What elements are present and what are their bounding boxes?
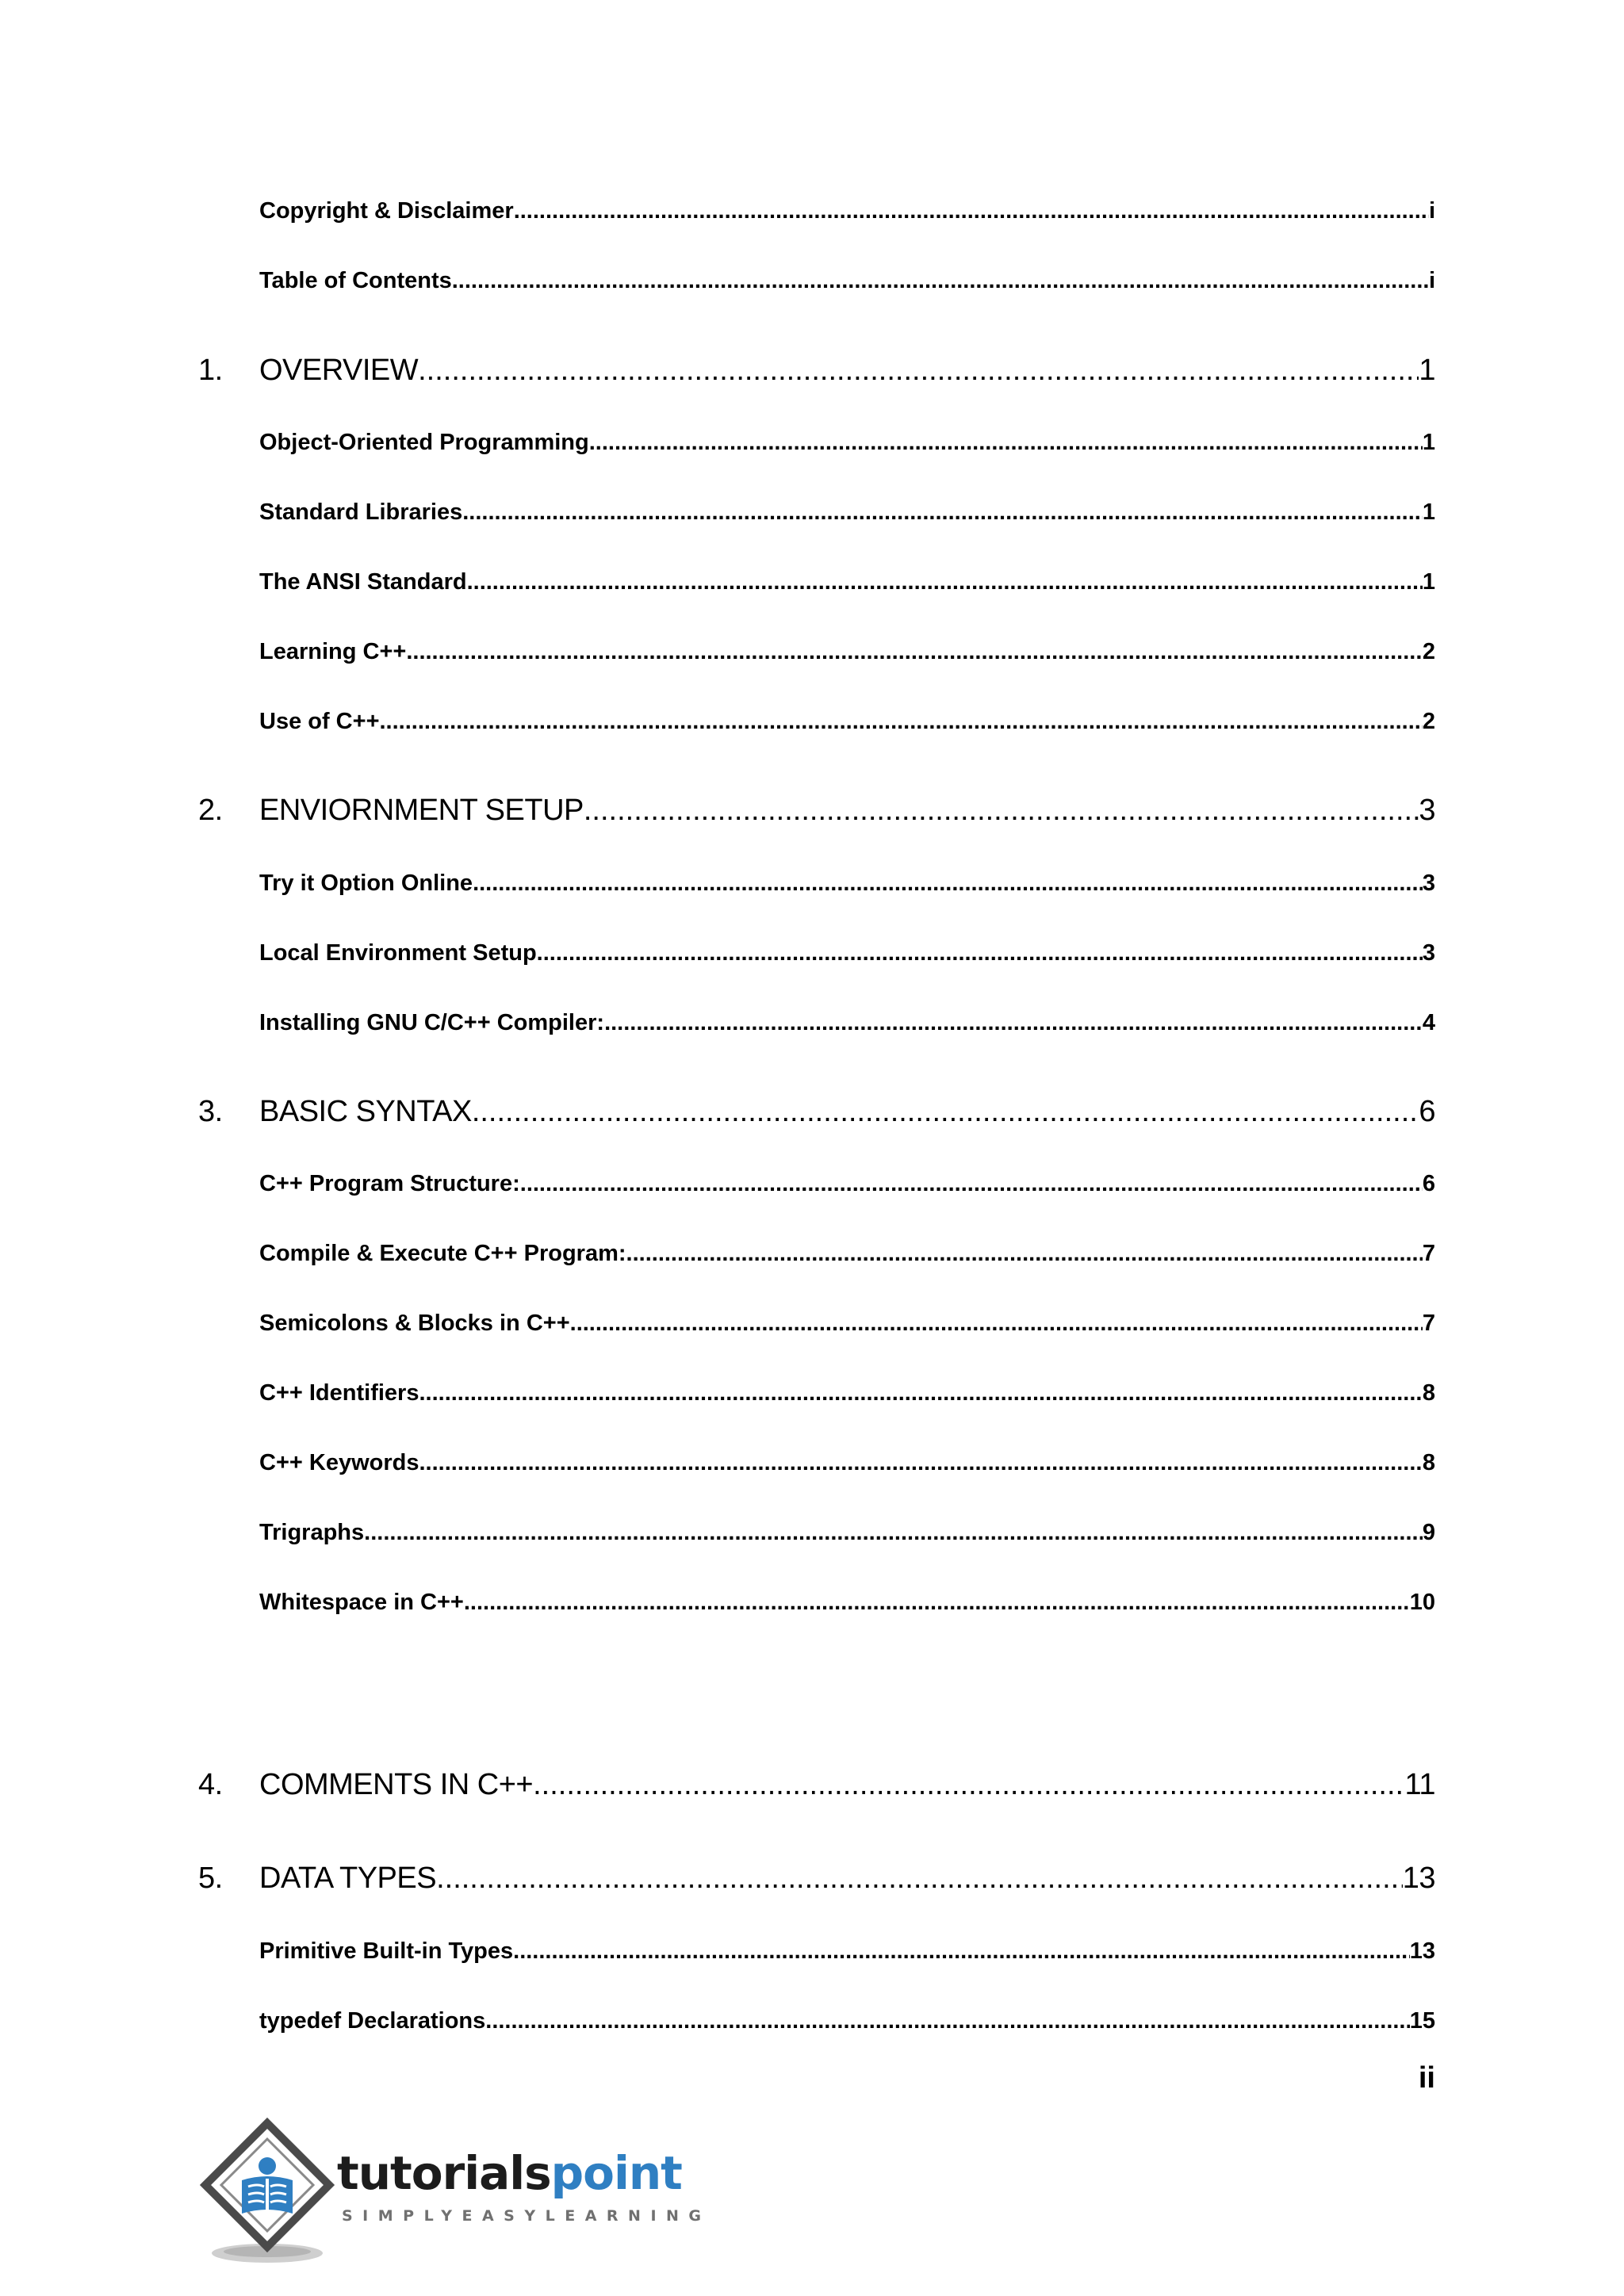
toc-page-number: 6 — [1419, 1095, 1435, 1128]
toc-chapter-number: 4. — [198, 1768, 223, 1801]
toc-chapter-number: 1. — [198, 354, 223, 387]
toc-entry-body — [259, 639, 1435, 665]
toc-page-number: i — [1428, 268, 1435, 293]
toc-dot-leader — [473, 871, 1423, 897]
toc-dot-leader — [584, 794, 1419, 828]
toc-dot-leader — [604, 1010, 1423, 1036]
toc-chapter-entry[interactable] — [0, 1095, 1624, 1135]
toc-entry-label: C++ Identifiers — [259, 1380, 419, 1406]
toc-entry-body — [259, 354, 1435, 388]
toc-entry-body — [259, 430, 1435, 456]
toc-entry-body — [259, 1241, 1435, 1267]
toc-dot-leader — [472, 1095, 1419, 1129]
toc-entry-label: Object-Oriented Programming — [259, 430, 589, 455]
toc-entry-label: Primitive Built-in Types — [259, 1938, 514, 1964]
toc-section-entry[interactable] — [0, 1311, 1624, 1342]
toc-dot-leader — [462, 499, 1423, 526]
toc-section-entry[interactable] — [0, 1590, 1624, 1621]
toc-entry-label: Use of C++ — [259, 709, 380, 734]
toc-entry-body — [259, 2008, 1435, 2034]
toc-chapter-entry[interactable] — [0, 1862, 1624, 1901]
toc-dot-leader — [485, 2008, 1409, 2034]
toc-section-entry[interactable] — [0, 2008, 1624, 2040]
toc-section-entry[interactable] — [0, 1171, 1624, 1203]
toc-entry-label: Try it Option Online — [259, 871, 473, 896]
toc-entry-body — [259, 499, 1435, 526]
toc-section-entry[interactable] — [0, 1010, 1624, 1042]
logo-word-point: point — [550, 2146, 682, 2200]
toc-entry-label: DATA TYPES — [259, 1862, 437, 1895]
toc-section-entry[interactable] — [0, 940, 1624, 972]
toc-entry-body — [259, 1450, 1435, 1476]
toc-entry-body — [259, 1010, 1435, 1036]
toc-entry-body — [259, 1380, 1435, 1406]
toc-entry-label: COMMENTS IN C++ — [259, 1768, 534, 1801]
toc-entry-body — [259, 1095, 1435, 1129]
toc-chapter-number: 3. — [198, 1095, 223, 1128]
toc-page-number: 3 — [1419, 794, 1435, 827]
toc-entry-label: Whitespace in C++ — [259, 1590, 464, 1615]
toc-dot-leader — [406, 639, 1423, 665]
toc-dot-leader — [626, 1241, 1423, 1267]
toc-entry-body — [259, 871, 1435, 897]
toc-entry-label: Learning C++ — [259, 639, 407, 664]
toc-page-number: 10 — [1409, 1590, 1435, 1615]
toc-entry-body — [259, 1171, 1435, 1197]
toc-section-entry[interactable] — [0, 198, 1624, 230]
toc-entry-body — [259, 1938, 1435, 1965]
toc-dot-leader — [464, 1590, 1410, 1616]
toc-page-number: 6 — [1422, 1171, 1435, 1196]
toc-dot-leader — [436, 1862, 1403, 1896]
toc-entry-label: Semicolons & Blocks in C++ — [259, 1311, 570, 1336]
logo-mark-icon — [194, 2117, 345, 2267]
toc-section-entry[interactable] — [0, 639, 1624, 671]
toc-dot-leader — [418, 354, 1419, 388]
toc-dot-leader — [520, 1171, 1423, 1197]
toc-entry-label: Table of Contents — [259, 268, 452, 293]
toc-dot-leader — [419, 1380, 1422, 1406]
toc-page-number: 1 — [1419, 354, 1435, 387]
toc-entry-label: typedef Declarations — [259, 2008, 486, 2034]
toc-page-number: 4 — [1422, 1010, 1435, 1035]
toc-page-number: 9 — [1422, 1520, 1435, 1545]
page-number: ii — [1418, 2061, 1435, 2095]
toc-entry-label: Local Environment Setup — [259, 940, 537, 966]
toc-entry-label: The ANSI Standard — [259, 569, 467, 595]
toc-entry-body — [259, 794, 1435, 828]
toc-chapter-entry[interactable] — [0, 1768, 1624, 1808]
toc-entry-body — [259, 1768, 1435, 1802]
toc-page-number: 13 — [1402, 1862, 1435, 1895]
toc-entry-label: Installing GNU C/C++ Compiler: — [259, 1010, 605, 1035]
toc-page-number: 1 — [1422, 499, 1435, 525]
logo-word-tutorials: tutorials — [337, 2146, 551, 2200]
toc-dot-leader — [452, 268, 1429, 294]
toc-page-number: 1 — [1422, 569, 1435, 595]
toc-section-entry[interactable] — [0, 1241, 1624, 1272]
toc-entry-label: C++ Program Structure: — [259, 1171, 520, 1196]
toc-entry-body — [259, 569, 1435, 595]
toc-entry-body — [259, 198, 1435, 224]
toc-section-entry[interactable] — [0, 268, 1624, 300]
toc-section-entry[interactable] — [0, 709, 1624, 740]
logo-tagline: SIMPLYEASYLEARNING — [342, 2207, 711, 2225]
toc-entry-label: Compile & Execute C++ Program: — [259, 1241, 626, 1266]
toc-dot-leader — [533, 1768, 1404, 1802]
toc-entry-body — [259, 709, 1435, 735]
toc-dot-leader — [570, 1311, 1423, 1337]
toc-page-number: 3 — [1422, 871, 1435, 896]
toc-chapter-number: 2. — [198, 794, 223, 827]
toc-page-number: 8 — [1422, 1380, 1435, 1406]
toc-entry-label: BASIC SYNTAX — [259, 1095, 472, 1128]
toc-section-entry[interactable] — [0, 1450, 1624, 1482]
toc-entry-body — [259, 940, 1435, 966]
toc-dot-leader — [513, 1938, 1410, 1965]
toc-entry-label: Trigraphs — [259, 1520, 365, 1545]
toc-entry-label: C++ Keywords — [259, 1450, 419, 1475]
logo-wordmark — [337, 2146, 682, 2200]
toc-page-number: i — [1428, 198, 1435, 224]
toc-page-number: 2 — [1422, 709, 1435, 734]
toc-entry-body — [259, 1862, 1435, 1896]
toc-section-entry[interactable] — [0, 569, 1624, 601]
toc-chapter-number: 5. — [198, 1862, 223, 1895]
toc-entry-body — [259, 1311, 1435, 1337]
toc-entry-label: Copyright & Disclaimer — [259, 198, 514, 224]
toc-page-number: 3 — [1422, 940, 1435, 966]
toc-page-number: 8 — [1422, 1450, 1435, 1475]
toc-page-number: 7 — [1422, 1241, 1435, 1266]
toc-dot-leader — [419, 1450, 1422, 1476]
toc-dot-leader — [380, 709, 1423, 735]
toc-section-entry[interactable] — [0, 499, 1624, 531]
toc-section-entry[interactable] — [0, 1380, 1624, 1412]
toc-dot-leader — [514, 198, 1429, 224]
toc-entry-body — [259, 1590, 1435, 1616]
toc-page-number: 7 — [1422, 1311, 1435, 1336]
toc-dot-leader — [589, 430, 1423, 456]
toc-entry-label: Standard Libraries — [259, 499, 463, 525]
toc-page-number: 13 — [1409, 1938, 1435, 1964]
toc-page-number: 11 — [1404, 1768, 1435, 1801]
toc-page-number: 1 — [1422, 430, 1435, 455]
toc-entry-body — [259, 1520, 1435, 1546]
toc-chapter-entry[interactable] — [0, 354, 1624, 393]
tutorialspoint-logo — [194, 2117, 711, 2267]
toc-page-number: 2 — [1422, 639, 1435, 664]
toc-section-entry[interactable] — [0, 871, 1624, 902]
toc-page-number: 15 — [1409, 2008, 1435, 2034]
toc-section-entry[interactable] — [0, 430, 1624, 461]
toc-dot-leader — [537, 940, 1423, 966]
toc-entry-label: ENVIORNMENT SETUP — [259, 794, 584, 827]
toc-section-entry[interactable] — [0, 1938, 1624, 1970]
toc-dot-leader — [364, 1520, 1423, 1546]
toc-dot-leader — [467, 569, 1423, 595]
toc-chapter-entry[interactable] — [0, 794, 1624, 833]
toc-section-entry[interactable] — [0, 1520, 1624, 1552]
toc-entry-body — [259, 268, 1435, 294]
toc-entry-label: OVERVIEW — [259, 354, 419, 387]
